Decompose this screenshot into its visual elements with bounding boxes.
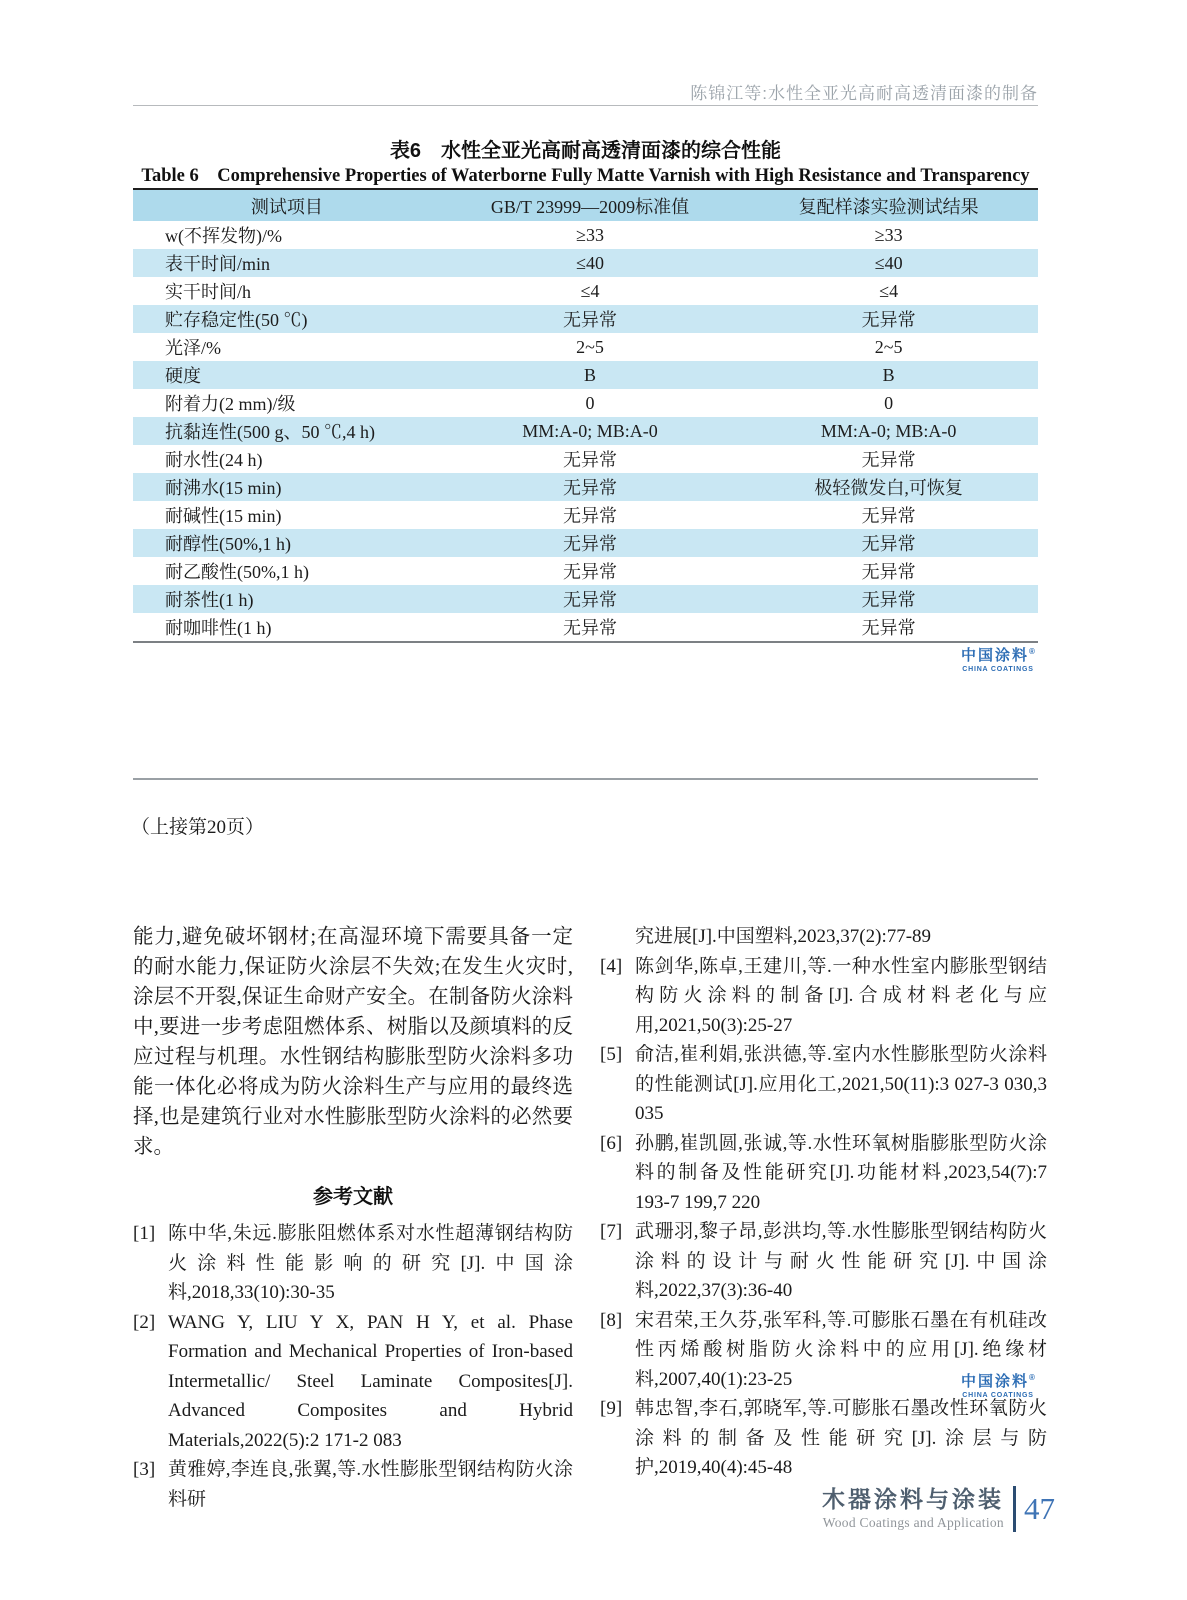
test-item-cell: 耐碱性(15 min): [165, 506, 282, 526]
reference-text: 宋君荣,王久芬,张军科,等.可膨胀石墨在有机硅改性丙烯酸树脂防火涂料中的应用[J].绝缘材料,2007,40(1):23-25: [635, 1309, 1047, 1390]
table-header-row: [133, 189, 1038, 221]
reference-text: 孙鹏,崔凯圆,张诚,等.水性环氧树脂膨胀型防火涂料的制备及性能研究[J].功能材料,2023,54(7):7 193-7 199,7 220: [635, 1132, 1047, 1213]
registered-mark: ®: [1029, 647, 1035, 656]
reference-item: [600, 952, 1047, 1041]
table-row: [133, 361, 1038, 389]
reference-number: [9]: [600, 1398, 623, 1419]
column-header-result: 复配样漆实验测试结果: [739, 189, 1038, 221]
table-row: [133, 501, 1038, 529]
value-cell: 无异常: [739, 529, 1038, 557]
reference-text: WANG Y, LIU Y X, PAN H Y, et al. Phase Formation and Mechanical Properties of Iron-based Intermetallic/ Steel Laminate Composites[J]. Advanced Composites and Hybrid Materials,2022(5):2 171-2 083: [168, 1311, 573, 1451]
journal-name-zh: 木器涂料与涂装: [822, 1486, 1004, 1513]
value-cell: ≤40: [739, 249, 1038, 277]
china-coatings-logo: [943, 1374, 1053, 1399]
test-item-cell: w(不挥发物)/%: [165, 226, 282, 246]
table-row: [133, 389, 1038, 417]
value-cell: 无异常: [739, 305, 1038, 333]
reference-continuation: 究进展[J].中国塑料,2023,37(2):77-89: [635, 926, 932, 947]
value-cell: 2~5: [576, 336, 604, 357]
reference-item: [133, 1308, 573, 1456]
test-item-cell: 耐水性(24 h): [165, 450, 263, 470]
section-divider: [133, 778, 1038, 780]
header-rule: [133, 105, 1038, 106]
value-cell: 无异常: [441, 473, 740, 501]
test-item-cell: 表干时间/min: [133, 249, 441, 277]
reference-text: 陈中华,朱远.膨胀阻燃体系对水性超薄钢结构防火涂料性能影响的研究[J].中国涂料,2018,33(10):30-35: [168, 1223, 573, 1303]
value-cell: ≤40: [441, 249, 740, 277]
test-item-cell: 硬度: [133, 361, 441, 389]
table-title-zh: 表6 水性全亚光高耐高透清面漆的综合性能: [389, 140, 782, 162]
value-cell: 极轻微发白,可恢复: [739, 473, 1038, 501]
value-cell: 无异常: [861, 450, 916, 470]
value-cell: 无异常: [441, 585, 740, 613]
reference-number: [3]: [133, 1459, 156, 1480]
left-column: [133, 922, 573, 1514]
test-item-cell: 实干时间/h: [165, 282, 252, 302]
value-cell: ≤4: [879, 280, 899, 301]
properties-table: [133, 188, 1038, 643]
reference-item: [600, 1394, 1047, 1483]
test-item-cell: 耐咖啡性(1 h): [165, 618, 272, 638]
logo-text-en: CHINA COATINGS: [962, 1391, 1034, 1399]
reference-number: [5]: [600, 1044, 623, 1065]
body-paragraph: 能力,避免破坏钢材;在高湿环境下需要具备一定的耐水能力,保证防火涂层不失效;在发生火灾时,涂层不开裂,保证生命财产安全。在制备防火涂料中,要进一步考虑阻燃体系、树脂以及颜填料的反应过程与机理。水性钢结构膨胀型防火涂料多功能一体化必将成为防火涂料生产与应用的最终选择,也是建筑行业对水性膨胀型防火涂料的必然要求。: [133, 926, 573, 1158]
column-header-test-item: 测试项目: [133, 189, 441, 221]
reference-item: [600, 1129, 1047, 1218]
reference-number: [7]: [600, 1221, 623, 1242]
value-cell: B: [739, 361, 1038, 389]
reference-number: [8]: [600, 1309, 623, 1331]
table-title-en: Table 6 Comprehensive Properties of Waterborne Fully Matte Varnish with High Resistance and Transparency: [141, 166, 1030, 186]
test-item-cell: 耐乙酸性(50%,1 h): [165, 562, 309, 582]
reference-number: [2]: [133, 1311, 156, 1333]
value-cell: 无异常: [861, 562, 916, 582]
value-cell: B: [441, 361, 740, 389]
table-row: [133, 585, 1038, 613]
test-item-cell: 耐茶性(1 h): [133, 585, 441, 613]
value-cell: 0: [585, 392, 595, 413]
value-cell: ≥33: [576, 224, 604, 245]
test-item-cell: 附着力(2 mm)/级: [165, 394, 296, 414]
reference-number: [4]: [600, 955, 623, 977]
reference-item: [600, 1217, 1047, 1306]
table-row: [133, 529, 1038, 557]
china-coatings-logo: [943, 648, 1053, 673]
journal-name-block: [822, 1487, 1013, 1530]
page-footer: [133, 1486, 1055, 1532]
value-cell: 无异常: [441, 305, 740, 333]
value-cell: 无异常: [563, 506, 617, 526]
test-item-cell: 光泽/%: [165, 338, 221, 358]
logo-text-zh: 中国涂料®: [961, 1373, 1035, 1390]
table-row: [133, 221, 1038, 249]
page-number: 47: [1024, 1491, 1055, 1526]
value-cell: 2~5: [874, 336, 903, 357]
logo-text-en: CHINA COATINGS: [962, 665, 1034, 673]
test-item-cell: 抗黏连性(500 g、50 ℃,4 h): [133, 417, 441, 445]
table-row: [133, 277, 1038, 305]
table-row: [133, 445, 1038, 473]
reference-item: [600, 1040, 1047, 1129]
value-cell: 无异常: [563, 450, 617, 470]
table-row: [133, 333, 1038, 361]
value-cell: 0: [884, 392, 894, 413]
reference-text: 黄雅婷,李连良,张翼,等.水性膨胀型钢结构防火涂料研: [168, 1459, 573, 1510]
value-cell: MM:A-0; MB:A-0: [441, 417, 740, 445]
registered-mark: ®: [1029, 1373, 1035, 1382]
table-row: [133, 473, 1038, 501]
test-item-cell: 耐醇性(50%,1 h): [133, 529, 441, 557]
table-row: [133, 613, 1038, 642]
journal-name-en: Wood Coatings and Application: [822, 1514, 1004, 1530]
test-item-cell: 贮存稳定性(50 ℃): [133, 305, 441, 333]
value-cell: 无异常: [563, 618, 617, 638]
logo-text-zh: 中国涂料®: [961, 647, 1035, 664]
reference-item: [133, 1219, 573, 1308]
continued-from-note: （上接第20页）: [131, 817, 265, 838]
value-cell: 无异常: [441, 529, 740, 557]
reference-text: 韩忠智,李石,郭晓军,等.可膨胀石墨改性环氧防火涂料的制备及性能研究[J].涂层与防护,2019,40(4):45-48: [635, 1398, 1047, 1478]
references-heading: 参考文献: [313, 1186, 393, 1208]
value-cell: 无异常: [861, 506, 916, 526]
reference-number: [1]: [133, 1223, 156, 1244]
table-row: [133, 249, 1038, 277]
value-cell: 无异常: [861, 618, 916, 638]
reference-text: 陈剑华,陈卓,王建川,等.一种水性室内膨胀型钢结构防火涂料的制备[J].合成材料老化与应用,2021,50(3):25-27: [635, 955, 1047, 1036]
reference-text: 俞洁,崔利娟,张洪德,等.室内水性膨胀型防火涂料的性能测试[J].应用化工,2021,50(11):3 027-3 030,3 035: [635, 1044, 1047, 1124]
value-cell: ≥33: [874, 224, 903, 245]
value-cell: 无异常: [739, 585, 1038, 613]
column-header-standard: GB/T 23999—2009标准值: [441, 189, 740, 221]
reference-text: 武珊羽,黎子昂,彭洪均,等.水性膨胀型钢结构防火涂料的设计与耐火性能研究[J].中国涂料,2022,37(3):36-40: [635, 1221, 1047, 1301]
table-row: [133, 557, 1038, 585]
test-item-cell: 耐沸水(15 min): [133, 473, 441, 501]
value-cell: ≤4: [580, 280, 600, 301]
table-row: [133, 305, 1038, 333]
value-cell: 无异常: [563, 562, 617, 582]
reference-number: [6]: [600, 1132, 623, 1154]
value-cell: MM:A-0; MB:A-0: [739, 417, 1038, 445]
running-head: 陈锦江等:水性全亚光高耐高透清面漆的制备: [690, 84, 1038, 103]
table-row: [133, 417, 1038, 445]
